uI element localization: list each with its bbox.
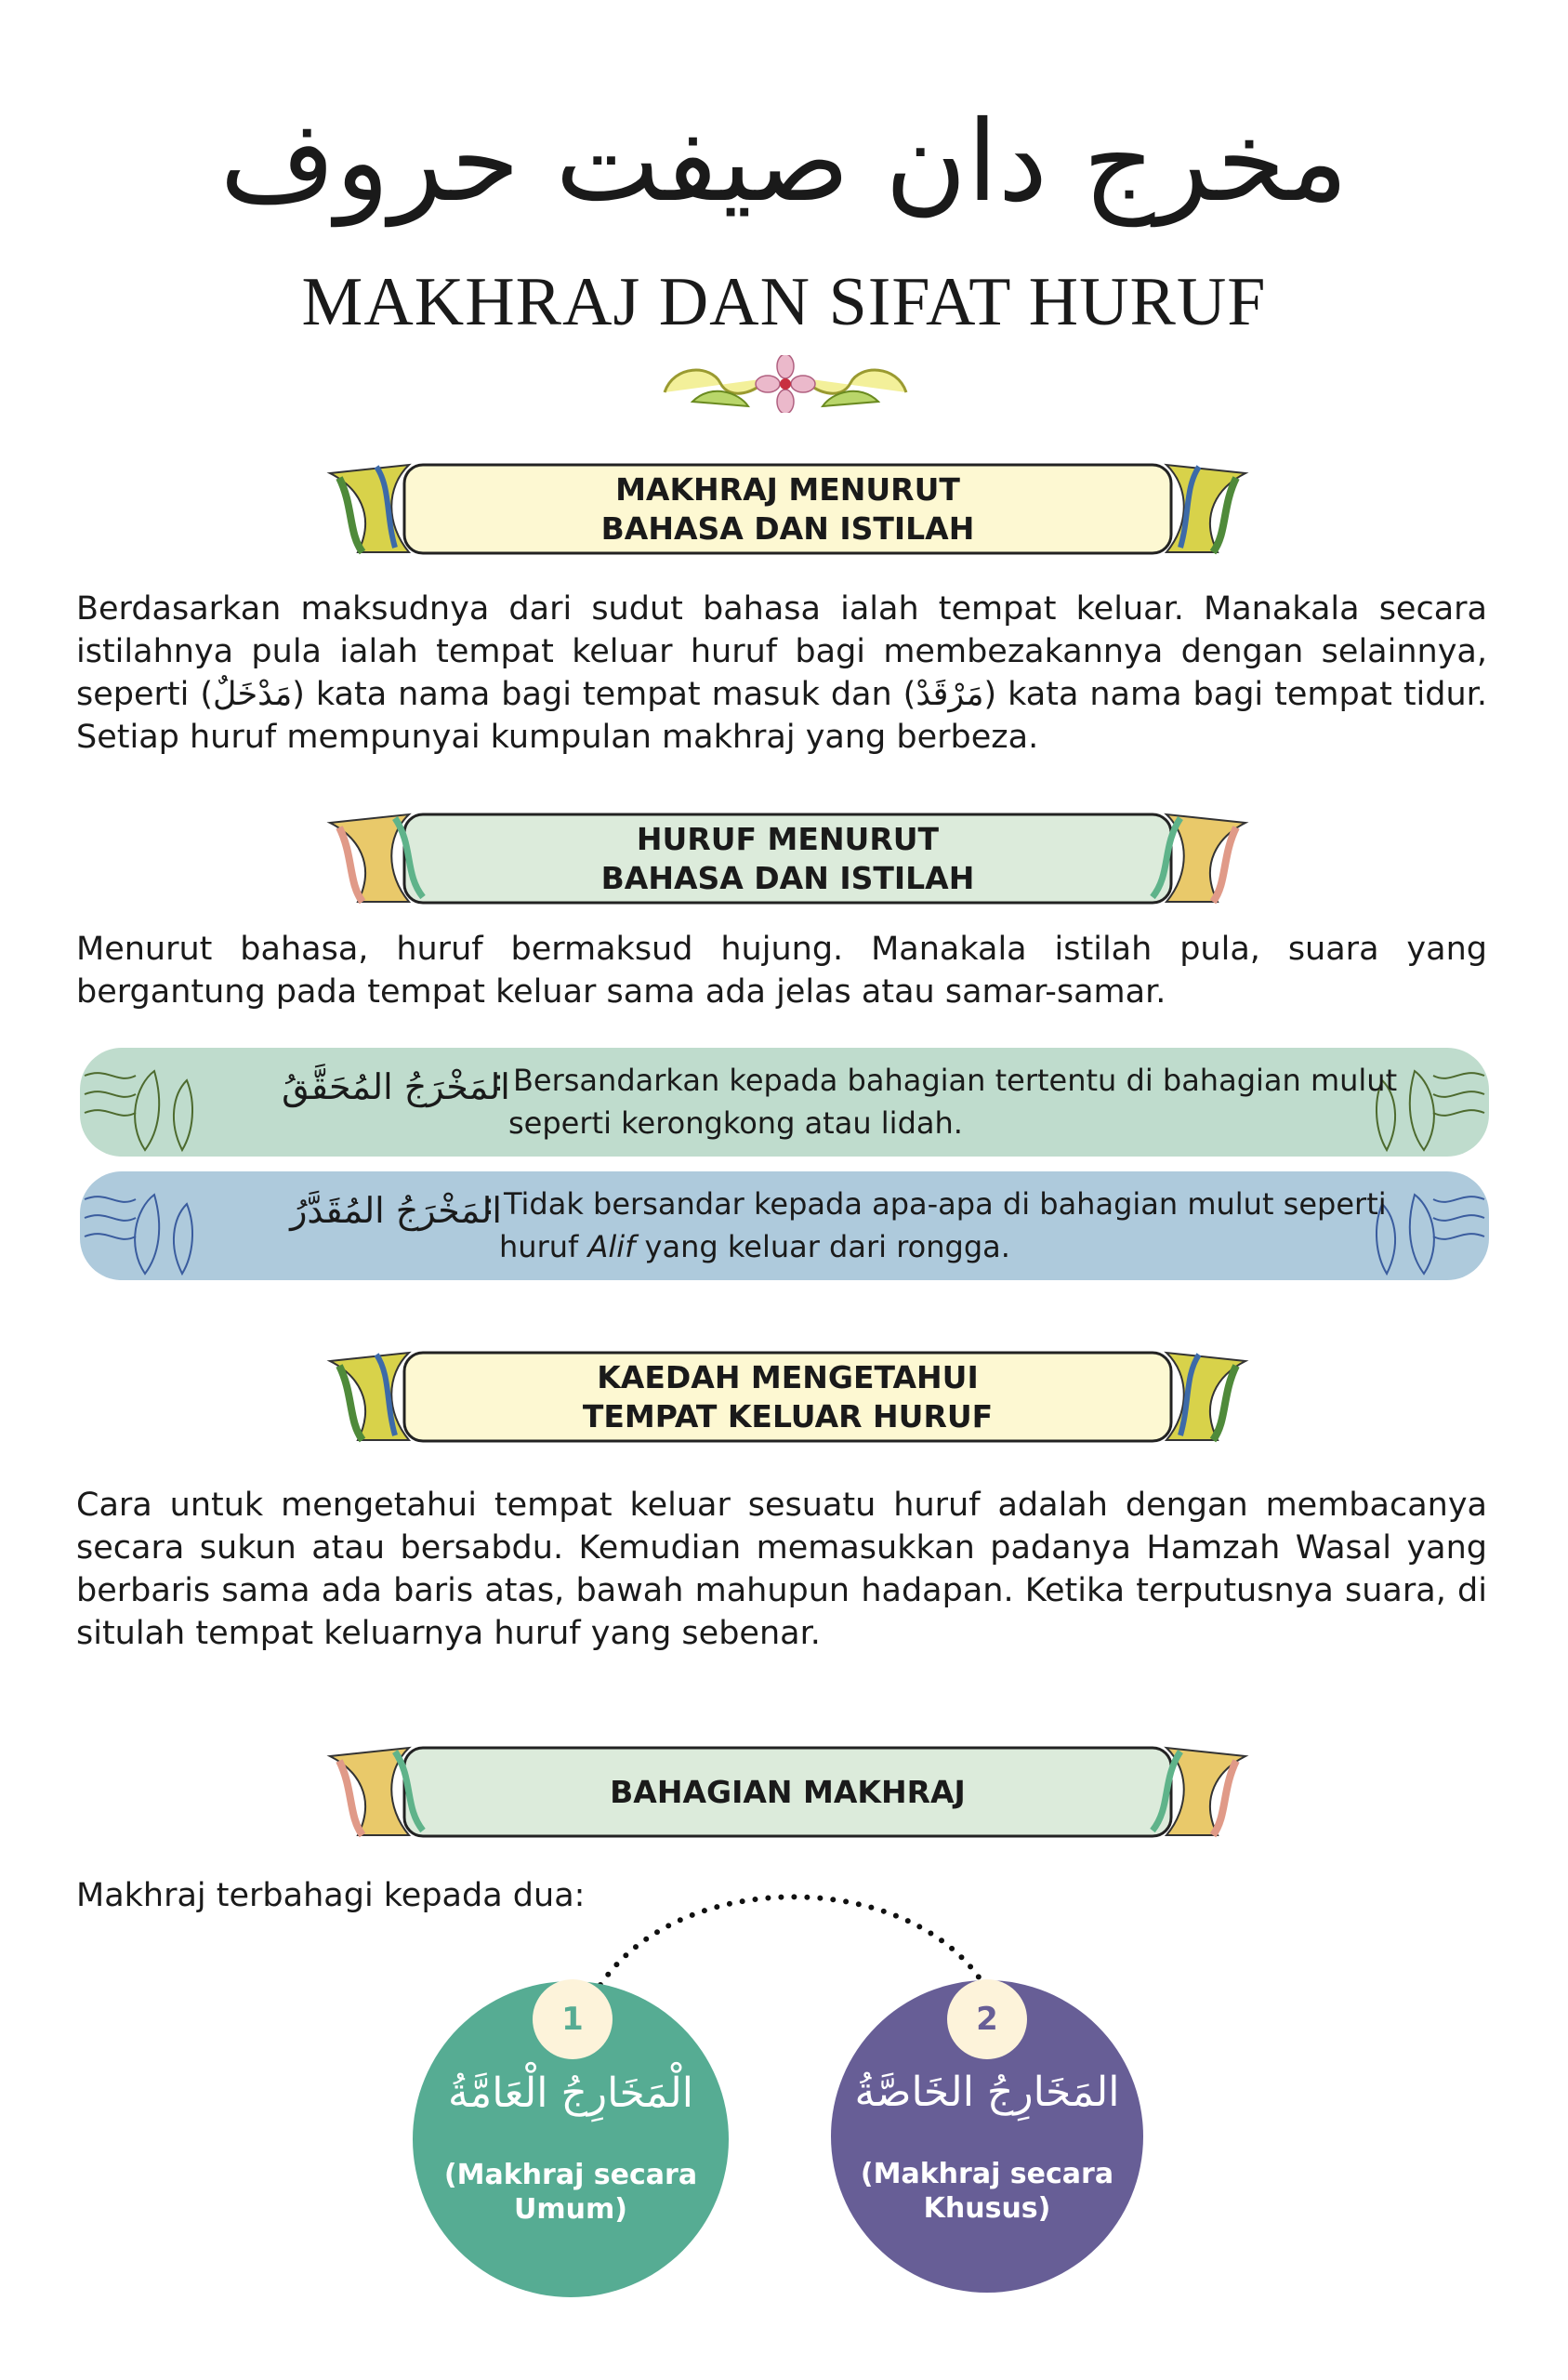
- banner-heading-line2: BAHASA DAN ISTILAH: [600, 509, 975, 547]
- paragraph-makhraj: Berdasarkan maksudnya dari sudut bahasa ialah tempat keluar. Manakala secara istilahnya pula ialah tempat keluar huruf bagi membezakannya dengan selainnya, seperti (مَدْخَلٌ) kata nama bagi tempat masuk dan (مَرْقَدْ) kata nama bagi tempat tidur. Setiap huruf mempunyai kumpulan makhraj yang berbeza.: [76, 590, 1487, 756]
- arabic-term: المَخْرَجُ المُقَدَّرُ: [290, 1190, 502, 1231]
- banner-heading-line1: BAHAGIAN MAKHRAJ: [610, 1773, 966, 1810]
- banner-heading-line1: MAKHRAJ MENURUT: [615, 470, 960, 508]
- arabic-term: المَخَارِجُ الخَاصَّةُ: [854, 2069, 1120, 2116]
- division-label-line2: Umum): [514, 2193, 627, 2226]
- banner-heading-line1: HURUF MENURUT: [636, 820, 940, 857]
- arabic-term: المَخْرَجُ المُحَقَّقُ: [282, 1066, 510, 1107]
- page-title: MAKHRAJ DAN SIFAT HURUF: [301, 264, 1267, 340]
- banner-heading-line2: BAHASA DAN ISTILAH: [600, 859, 975, 896]
- definition-line1: : Tidak bersandar kepada apa-apa di bahagian mulut seperti: [484, 1186, 1387, 1222]
- paragraph-kaedah: Cara untuk mengetahui tempat keluar sesuatu huruf adalah dengan membacanya secara sukun atau bersabdu. Kemudian memasukkan padanya Hamzah Wasal yang berbaris sama ada baris atas, bawah mahupun hadapan. Ketika terputusnya suara, di situlah tempat keluarnya huruf yang sebenar.: [76, 1487, 1487, 1652]
- division-label-line1: (Makhraj secara: [443, 2159, 698, 2191]
- number-badge: 2: [947, 1979, 1027, 2059]
- definition-post: yang keluar dari rongga.: [635, 1229, 1010, 1264]
- definition-line2: seperti kerongkong atau lidah.: [508, 1105, 963, 1141]
- number-badge: 1: [533, 1979, 613, 2059]
- definition-italic: Alif: [587, 1229, 636, 1264]
- banner-heading-line1: KAEDAH MENGETAHUI: [597, 1358, 979, 1395]
- definition-pre: huruf: [499, 1229, 588, 1264]
- definition-line1: : Bersandarkan kepada bahagian tertentu di bahagian mulut: [494, 1063, 1398, 1098]
- paragraph-bahagian: Makhraj terbahagi kepada dua:: [76, 1877, 586, 1914]
- arabic-title: مخرج دان صيفت حروف: [219, 98, 1349, 227]
- division-label-line1: (Makhraj secara: [860, 2158, 1114, 2190]
- arabic-term: الْمَخَارِجُ الْعَامَّةُ: [448, 2069, 693, 2117]
- banner-heading-line2: TEMPAT KELUAR HURUF: [582, 1397, 994, 1435]
- division-label-line2: Khusus): [923, 2192, 1051, 2225]
- paragraph-huruf: Menurut bahasa, huruf bermaksud hujung. Manakala istilah pula, suara yang bergantung pada tempat keluar sama ada jelas atau samar-samar.: [76, 931, 1487, 1011]
